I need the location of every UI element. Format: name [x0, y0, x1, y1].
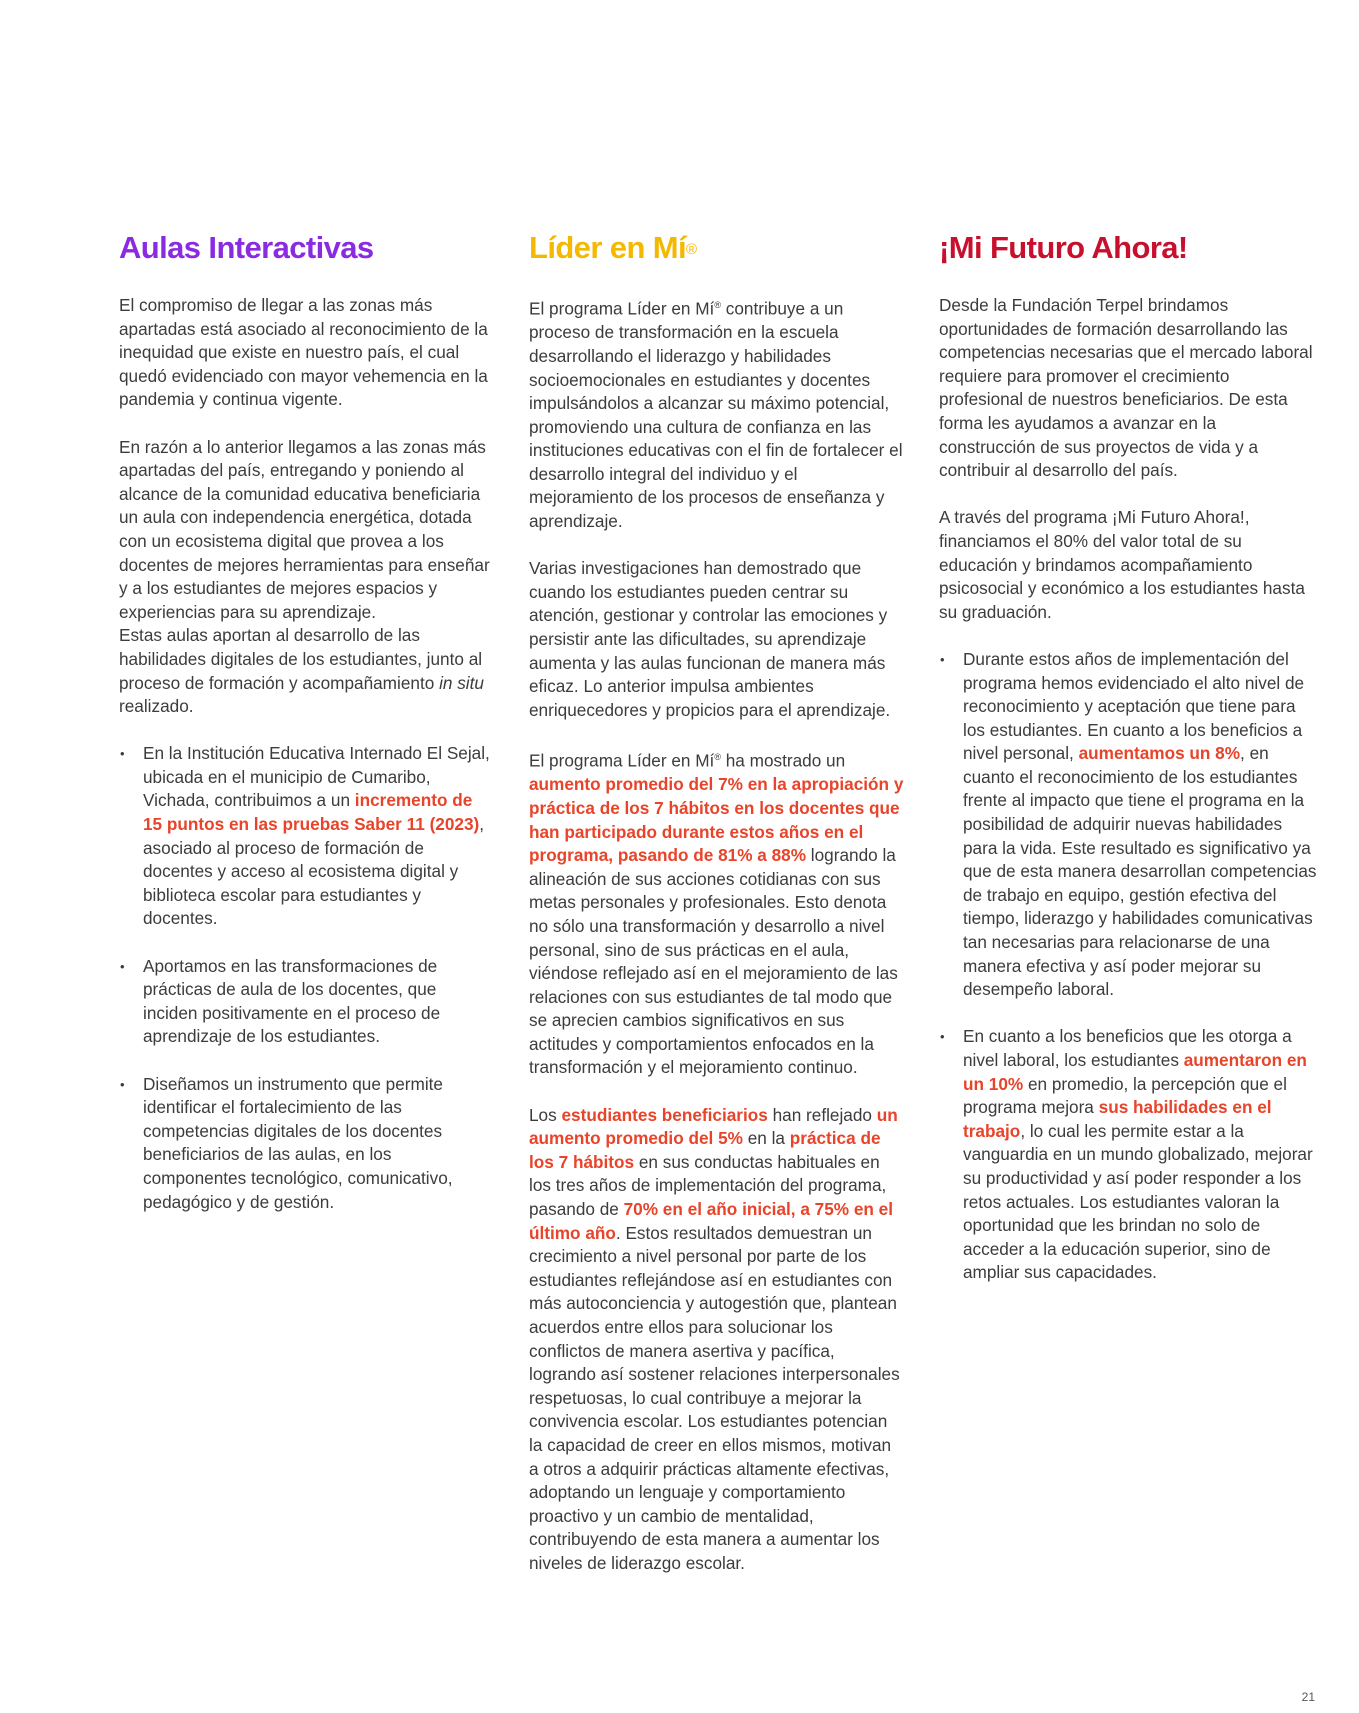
aulas-interactivas-title: Aulas Interactivas — [119, 230, 374, 265]
page-number: 21 — [1301, 1690, 1315, 1704]
futuro-bullet-list — [939, 648, 1317, 1285]
lider-en-mi-column — [529, 228, 905, 1599]
lider-paragraph-4: Los estudiantes beneficiarios han reflejado un aumento promedio del 5% en la práctica de los 7 hábitos en sus conductas habituales en los tres años de implementación del programa, pasando de 70% en el año inicial, a 75% en el último año. Estos resultados demuestran un crecimiento a nivel personal por parte de los estudiantes reflejándose así en estudiantes con más autoconciencia y autogestión que, plantean acuerdos entre ellos para solucionar los conflictos de manera asertiva y pacífica, logrando así sostener relaciones interpersonales respetuosas, lo cual contribuye a mejorar la convivencia escolar. Los estudiantes potencian la capacidad de creer en ellos mismos, motivan a otros a adquirir prácticas altamente efectivas, adoptando un lenguaje y comportamiento proactivo y un cambio de mentalidad, contribuyendo de esta manera a aumentar los niveles de liderazgo escolar. — [529, 1104, 900, 1573]
futuro-paragraph-2: A través del programa ¡Mi Futuro Ahora!, financiamos el 80% del valor total de su educación y brindamos acompañamiento psicosocial y económico a los estudiantes hasta su graduación. — [939, 507, 1305, 622]
mi-futuro-ahora-column — [939, 228, 1317, 1309]
lider-paragraph-1: El programa Líder en Mí® contribuye a un proceso de transformación en la escuela desarrollando el liderazgo y habilidades socioemocionales en estudiantes y docentes impulsándolos a alcanzar su máximo potencial, promoviendo una cultura de confianza en las instituciones educativas con el fin de fortalecer el desarrollo integral del individuo y el mejoramiento de los procesos de enseñanza y aprendizaje. — [529, 298, 903, 532]
futuro-bullet-1: • Durante estos años de implementación del programa hemos evidenciado el alto nivel de reconocimiento y aceptación que tiene para los estudiantes. En cuanto a los beneficios a nivel personal, aumentamos un 8%, en cuanto el reconocimiento de los estudiantes frente al impacto que tiene el programa en la posibilidad de adquirir nuevas habilidades para la vida. Este resultado es significativo ya que de esta manera desarrollan competencias de trabajo en equipo, gestión efectiva del tiempo, liderazgo y habilidades comunicativas tan necesarias para relacionarse de una manera efectiva y así poder mejorar su desempeño laboral. — [939, 648, 1317, 1002]
aulas-bullet-2: • Aportamos en las transformaciones de prácticas de aula de los docentes, que inciden positivamente en el proceso de aprendizaje de los estudiantes. — [119, 955, 495, 1049]
mi-futuro-ahora-title: ¡Mi Futuro Ahora! — [939, 230, 1188, 265]
aulas-bullet-list — [119, 742, 495, 1214]
aulas-paragraph-1: El compromiso de llegar a las zonas más apartadas está asociado al reconocimiento de la inequidad que existe en nuestro país, el cual quedó evidenciado con mayor vehemencia en la pandemia y continua vigente. — [119, 295, 488, 410]
lider-en-mi-title: Líder en Mí® — [529, 230, 697, 265]
aulas-paragraph-2: En razón a lo anterior llegamos a las zonas más apartadas del país, entregando y poniendo al alcance de la comunidad educativa beneficiaria un aula con independencia energética, dotada con un ecosistema digital que provea a los docentes de mejores herramientas para enseñar y a los estudiantes de mejores espacios y experiencias para su aprendizaje. — [119, 436, 490, 622]
futuro-paragraph-1: Desde la Fundación Terpel brindamos oportunidades de formación desarrollando las competencias necesarias que el mercado laboral requiere para promover el crecimiento profesional de nuestros beneficiarios. De esta forma les ayudamos a avanzar en la construcción de sus proyectos de vida y a contribuir al desarrollo del país. — [939, 295, 1313, 481]
lider-paragraph-2: Varias investigaciones han demostrado que cuando los estudiantes pueden centrar su atención, gestionar y controlar las emociones y persistir ante las dificultades, su aprendizaje aumenta y las aulas funcionan de manera más eficaz. Lo anterior impulsa ambientes enriquecedores y propicios para el aprendizaje. — [529, 558, 891, 720]
aulas-paragraph-3: Estas aulas aportan al desarrollo de las habilidades digitales de los estudiantes, junto al proceso de formación y acompañamiento in situ realizado. — [119, 625, 484, 717]
aulas-interactivas-column — [119, 228, 495, 1238]
aulas-bullet-3: • Diseñamos un instrumento que permite identificar el fortalecimiento de las competencias digitales de los docentes beneficiarios de las aulas, en los componentes tecnológico, comunicativo, pedagógico y de gestión. — [119, 1073, 495, 1215]
futuro-bullet-2: • En cuanto a los beneficios que les otorga a nivel laboral, los estudiantes aumentaron en un 10% en promedio, la percepción que el programa mejora sus habilidades en el trabajo, lo cual les permite estar a la vanguardia en un mundo globalizado, mejorar su productividad y así poder responder a los retos actuales. Los estudiantes valoran la oportunidad que les brindan no solo de acceder a la educación superior, sino de ampliar sus capacidades. — [939, 1025, 1317, 1285]
lider-paragraph-3: El programa Líder en Mí® ha mostrado un aumento promedio del 7% en la apropiación y práctica de los 7 hábitos en los docentes que han participado durante estos años en el programa, pasando de 81% a 88% logrando la alineación de sus acciones cotidianas con sus metas personales y profesionales. Esto denota no sólo una transformación y desarrollo a nivel personal, sino de sus prácticas en el aula, viéndose reflejado así en el mejoramiento de las relaciones con sus estudiantes de tal modo que se aprecien cambios significativos en sus actitudes y comportamientos enfocados en la transformación y el mejoramiento continuo. — [529, 750, 904, 1078]
aulas-bullet-1: • En la Institución Educativa Internado El Sejal, ubicada en el municipio de Cumaribo, Vichada, contribuimos a un incremento de 15 puntos en las pruebas Saber 11 (2023), asociado al proceso de formación de docentes y acceso al ecosistema digital y biblioteca escolar para estudiantes y docentes. — [119, 742, 495, 931]
